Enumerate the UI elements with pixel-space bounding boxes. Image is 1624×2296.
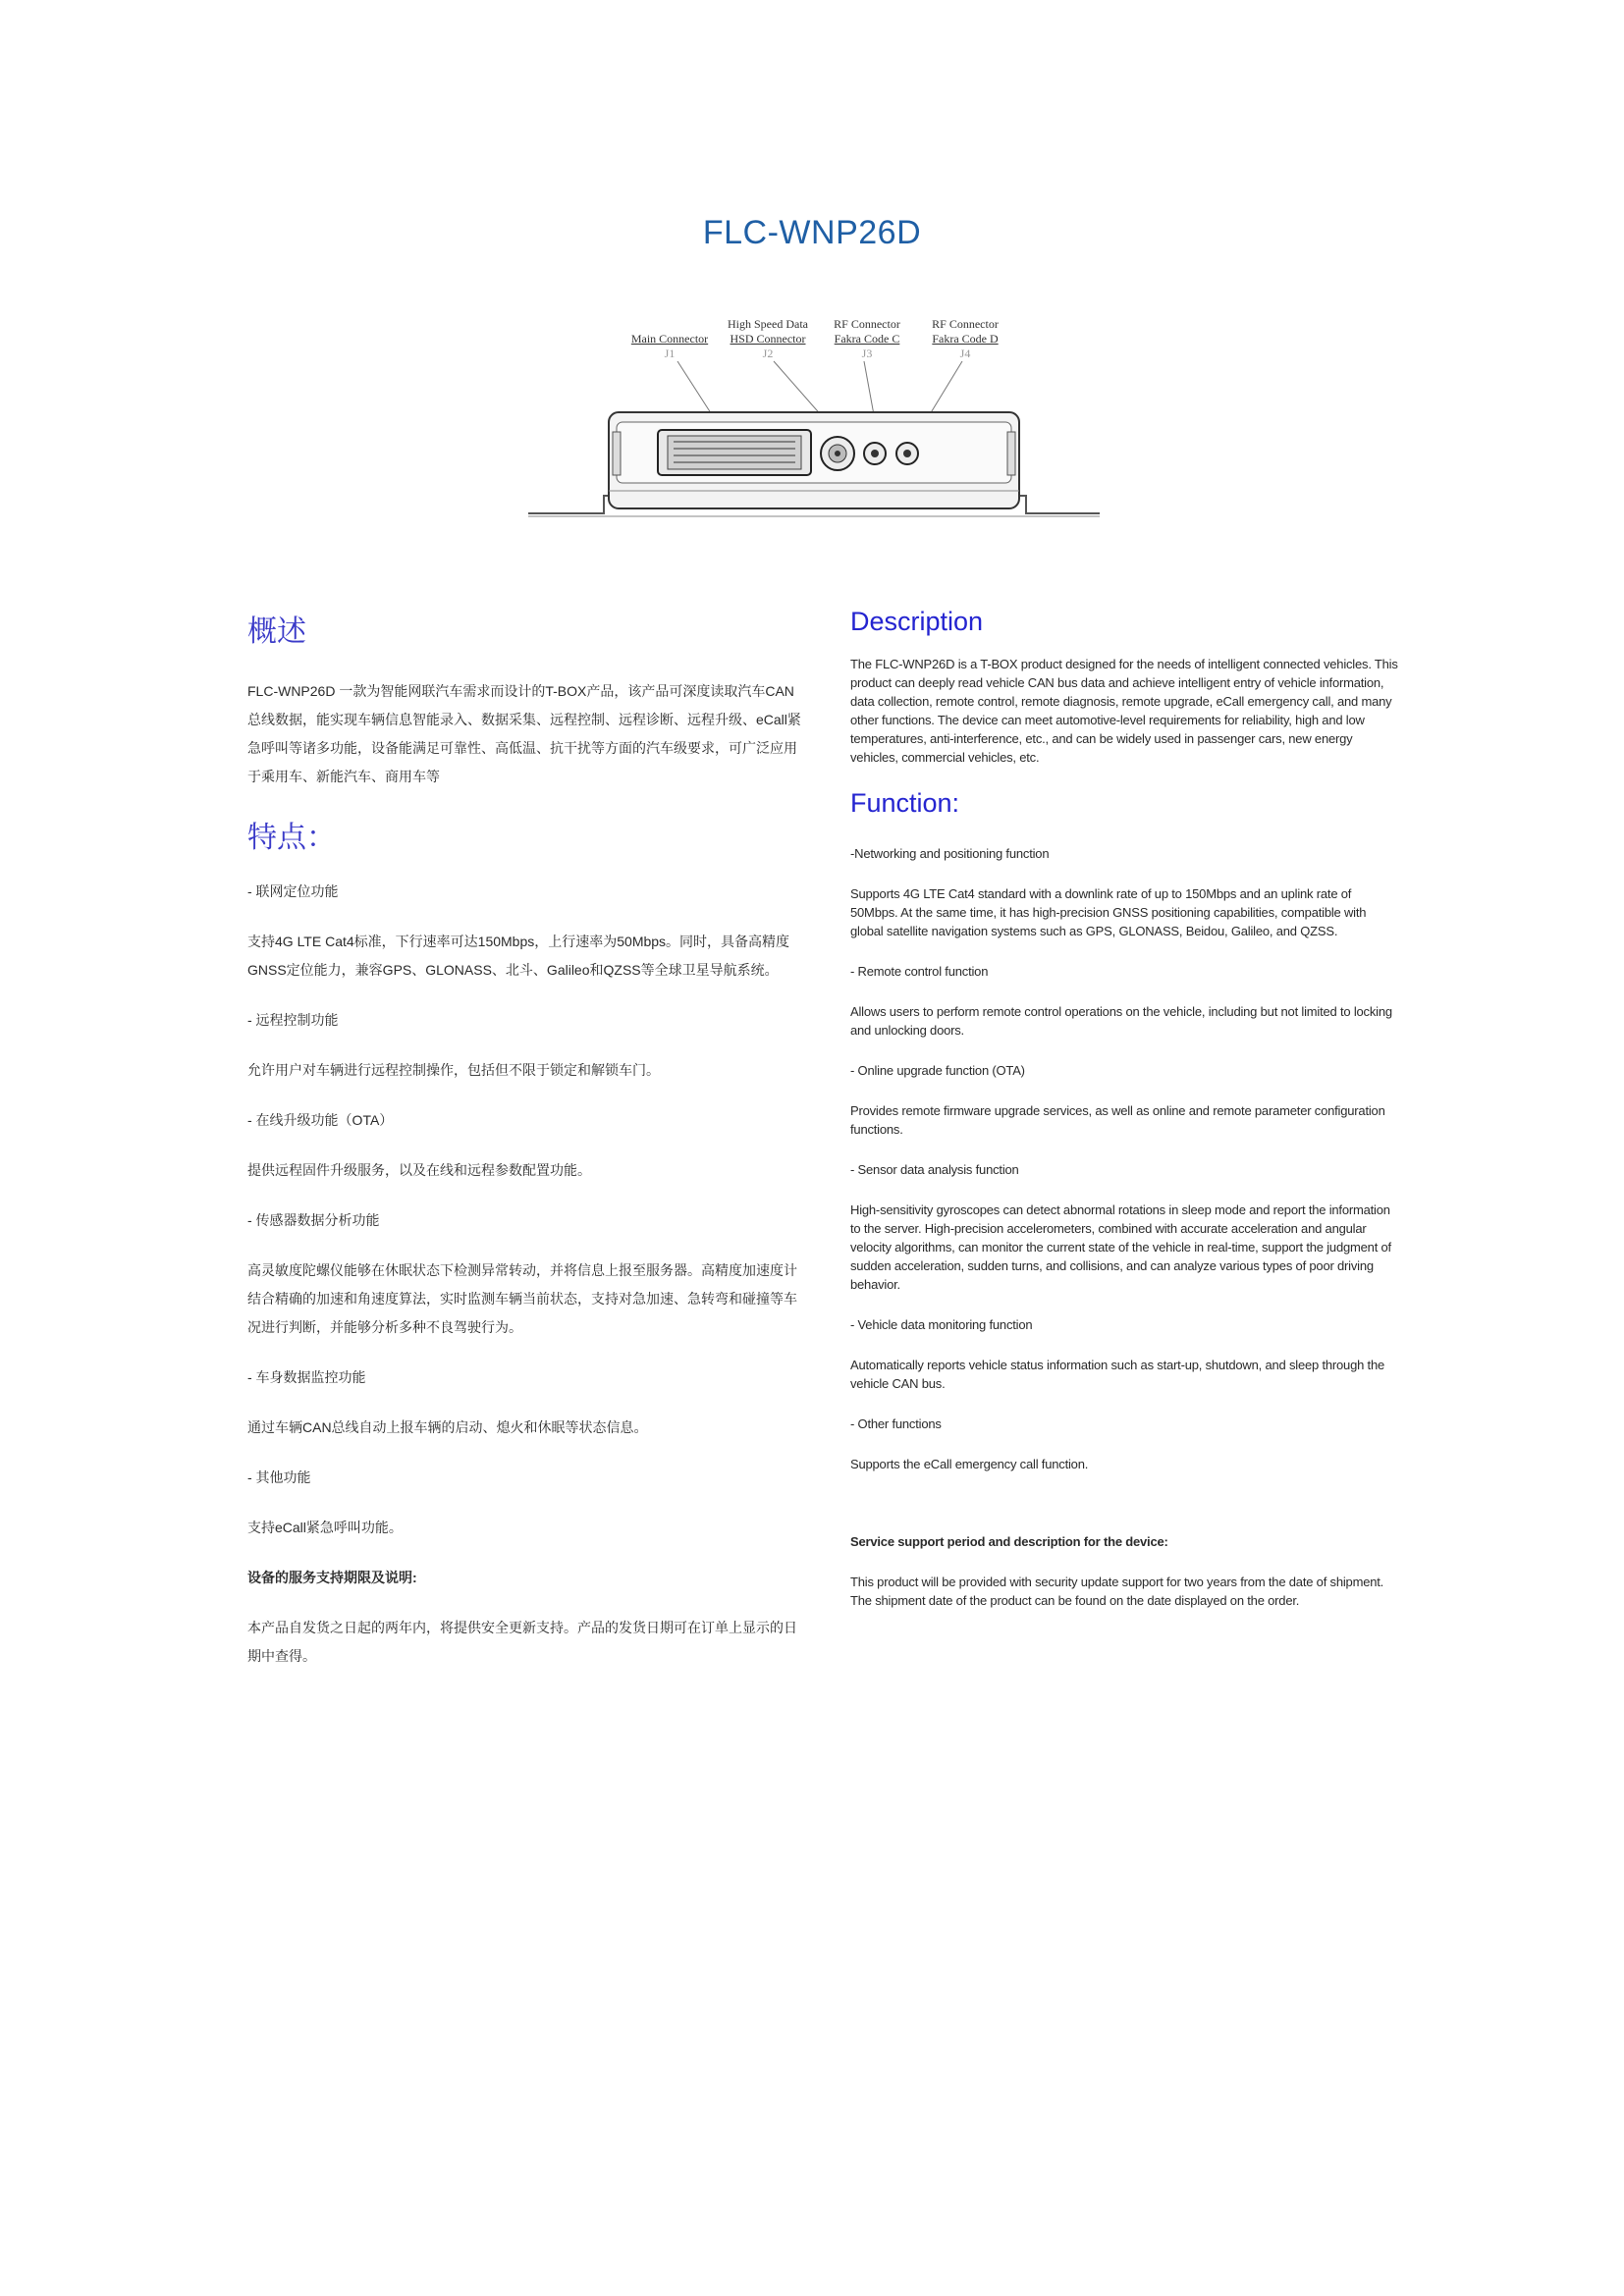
feature-text-2: 允许用户对车辆进行远程控制操作，包括但不限于锁定和解锁车门。 — [247, 1062, 660, 1078]
device-figure — [511, 314, 1119, 530]
function-text-6: Supports the eCall emergency call function. — [850, 1457, 1089, 1471]
function-title-2: - Remote control function — [850, 964, 989, 979]
callout-j3 — [823, 317, 911, 361]
feature-text-6: 支持eCall紧急呼叫功能。 — [247, 1520, 403, 1535]
feature-title-1: - 联网定位功能 — [247, 883, 339, 899]
callout-j1-id: J1 — [664, 347, 676, 360]
left-column — [247, 607, 807, 1671]
overview-text: FLC-WNP26D 一款为智能网联汽车需求而设计的T-BOX产品，该产品可深度读取汽车CAN总线数据，能实现车辆信息智能录入、数据采集、远程控制、远程诊断、远程升级、eCall紧急呼叫等诸多功能，设备能满足可靠性、高低温、抗干扰等方面的汽车级要求，可广泛应用于乘用车、新能汽车、商用车等 — [247, 683, 801, 784]
feature-title-4: - 传感器数据分析功能 — [247, 1212, 380, 1228]
feature-text-5: 通过车辆CAN总线自动上报车辆的启动、熄火和休眠等状态信息。 — [247, 1419, 648, 1435]
function-title-4: - Sensor data analysis function — [850, 1162, 1019, 1177]
callout-j1-label: Main Connector — [630, 332, 709, 346]
callout-j2-id: J2 — [762, 347, 774, 360]
callout-j3-line1: RF Connector — [834, 317, 900, 331]
function-heading: Function: — [850, 788, 960, 818]
service-heading-cn: 设备的服务支持期限及说明: — [247, 1570, 417, 1585]
features-heading: 特点： — [247, 822, 336, 854]
feature-title-5: - 车身数据监控功能 — [247, 1369, 366, 1385]
function-text-2: Allows users to perform remote control operations on the vehicle, including but not limited to locking and unlocking doors. — [850, 1004, 1392, 1038]
callout-j4 — [921, 317, 1009, 361]
description-text: The FLC-WNP26D is a T-BOX product designed for the needs of intelligent connected vehicles. This product can deeply read vehicle CAN bus data and achieve intelligent entry of vehicle information, data collection, remote control, remote diagnosis, remote upgrade, eCall emergency call, and many other functions. The device can meet automotive-level requirements for reliability, high and low temperatures, anti-interference, etc., and can be widely used in passenger cars, new energy vehicles, commercial vehicles, etc. — [850, 657, 1398, 765]
feature-text-1: 支持4G LTE Cat4标准，下行速率可达150Mbps，上行速率为50Mbps。同时，具备高精度GNSS定位能力，兼容GPS、GLONASS、北斗、Galileo和QZSS等全球卫星导航系统。 — [247, 934, 790, 978]
feature-title-2: - 远程控制功能 — [247, 1012, 339, 1028]
page-title: FLC-WNP26D — [702, 214, 922, 251]
right-column — [850, 607, 1400, 1610]
callout-j4-label: Fakra Code D — [932, 332, 999, 346]
feature-text-3: 提供远程固件升级服务，以及在线和远程参数配置功能。 — [247, 1162, 591, 1178]
feature-title-3: - 在线升级功能（OTA） — [247, 1112, 394, 1128]
overview-heading: 概述 — [247, 615, 306, 648]
callout-j2-line1: High Speed Data — [728, 317, 808, 331]
service-heading-en: Service support period and description for the device: — [850, 1534, 1168, 1549]
callout-j1 — [621, 332, 719, 361]
feature-title-6: - 其他功能 — [247, 1469, 311, 1485]
feature-text-4: 高灵敏度陀螺仪能够在休眠状态下检测异常转动，并将信息上报至服务器。高精度加速度计结合精确的加速和角速度算法，实时监测车辆当前状态，支持对急加速、急转弯和碰撞等车况进行判断，并能够分析多种不良驾驶行为。 — [247, 1262, 797, 1335]
function-title-1: -Networking and positioning function — [850, 846, 1050, 861]
function-title-5: - Vehicle data monitoring function — [850, 1317, 1033, 1332]
callout-j4-id: J4 — [959, 347, 971, 360]
service-text-en: This product will be provided with security update support for two years from the date of shipment. The shipment date of the product can be found on the date displayed on the order. — [850, 1575, 1384, 1608]
callout-j2 — [719, 317, 817, 361]
callout-j3-id: J3 — [861, 347, 873, 360]
function-title-3: - Online upgrade function (OTA) — [850, 1063, 1025, 1078]
function-text-1: Supports 4G LTE Cat4 standard with a downlink rate of up to 150Mbps and an uplink rate of 50Mbps. At the same time, it has high-precision GNSS positioning capabilities, compatible with global satellite navigation systems such as GPS, GLONASS, Beidou, Galileo, and QZSS. — [850, 886, 1367, 938]
description-heading: Description — [850, 607, 984, 636]
function-text-3: Provides remote firmware upgrade services, as well as online and remote parameter configuration functions. — [850, 1103, 1385, 1137]
function-text-5: Automatically reports vehicle status information such as start-up, shutdown, and sleep through the vehicle CAN bus. — [850, 1358, 1385, 1391]
function-title-6: - Other functions — [850, 1416, 942, 1431]
function-text-4: High-sensitivity gyroscopes can detect abnormal rotations in sleep mode and report the information to the server. High-precision accelerometers, combined with accurate acceleration and angular velocity algorithms, can monitor the current state of the vehicle in real-time, support the judgment of sudden acceleration, sudden turns, and collisions, and can analyze various types of poor driving behavior. — [850, 1202, 1391, 1292]
callout-j3-label: Fakra Code C — [834, 332, 900, 346]
service-text-cn: 本产品自发货之日起的两年内，将提供安全更新支持。产品的发货日期可在订单上显示的日期中查得。 — [247, 1620, 797, 1664]
callout-j4-line1: RF Connector — [932, 317, 999, 331]
callout-j2-label: HSD Connector — [730, 332, 806, 346]
